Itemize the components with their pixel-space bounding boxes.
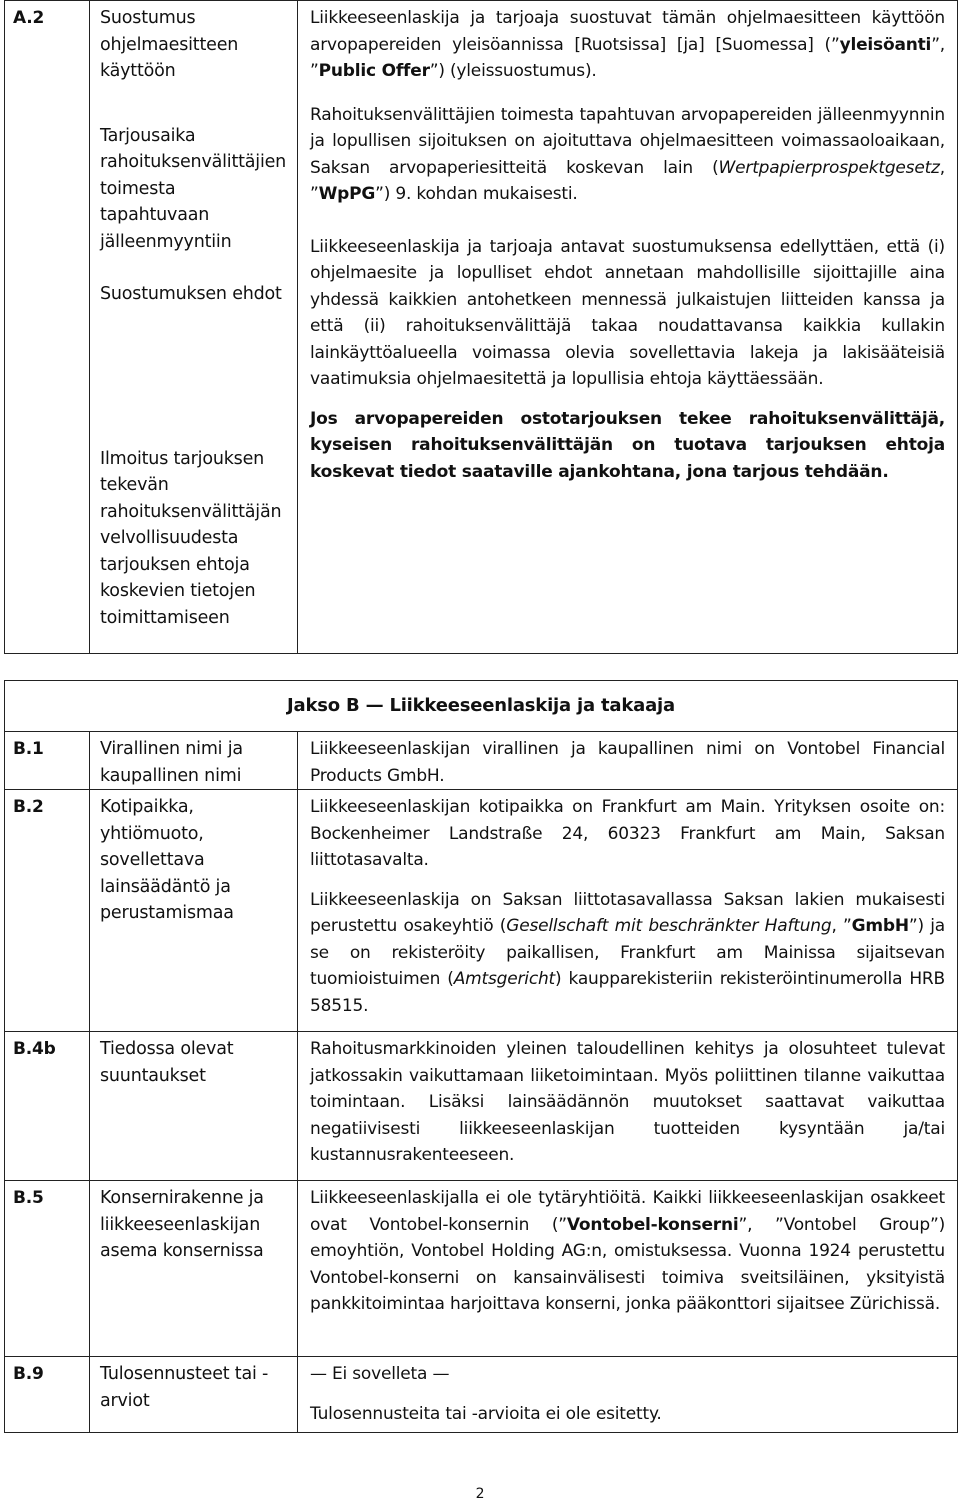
row-b5 xyxy=(5,1181,958,1357)
section-a-content xyxy=(298,1,958,654)
b9-not-applicable: — Ei sovelleta — xyxy=(310,1364,450,1384)
paragraph-intermediary-notice: Jos arvopapereiden ostotarjouksen tekee rahoituksenvälittäjä, kyseisen rahoituksenvälittäjän on tuotava tarjouksen ehtoja koskevat tiedot saataville ajankohtana, jona tarjous tehdään. xyxy=(310,408,945,482)
row-b9 xyxy=(5,1357,958,1433)
b5-text: Liikkeeseenlaskijalla ei ole tytäryhtiöitä. Kaikki liikkeeseenlaskijan osakkeet ovat Vontobel-konsernin (”Vontobel-konserni”, ”Vontobel Group”) emoyhtiön, Vontobel Holding AG:n, omistuksessa. Vuonna 1924 perustettu Vontobel-konserni on kansainvälisesti toimiva sveitsiläinen, yksityistä pankkitoimintaa harjoittava konserni, jonka pääkonttori sijaitsee Zürichissä. xyxy=(298,1181,958,1357)
b1-label: Virallinen nimi ja kaupallinen nimi xyxy=(90,732,298,790)
row-b4b xyxy=(5,1032,958,1181)
page-number: 2 xyxy=(475,1486,485,1502)
b4b-text: Rahoitusmarkkinoiden yleinen taloudellinen kehitys ja olosuhteet tulevat jatkossakin vaikuttamaan liiketoimintaan. Myös poliittinen tilanne vaikuttaa toimintaan. Lisäksi lainsäädännön muutokset saattavat vaikuttaa negatiivisesti liikkeeseenlaskijan tuotteiden kysyntään ja/tai kustannusrakenteeseen. xyxy=(298,1032,958,1181)
b2-address: Liikkeeseenlaskijan kotipaikka on Frankfurt am Main. Yrityksen osoite on: Bockenheimer Landstraße 24, 60323 Frankfurt am Main, Saksan liittotasavalta. xyxy=(310,797,945,870)
label-offer-period: Tarjousaika rahoituksenvälittäjien toimesta tapahtuvaan jälleenmyyntiin xyxy=(100,125,287,252)
b1-number: B.1 xyxy=(5,732,90,790)
b9-text: Tulosennusteita tai -arvioita ei ole esitetty. xyxy=(310,1403,662,1424)
label-consent: Suostumus ohjelmaesitteen käyttöön xyxy=(100,8,239,81)
b2-label: Kotipaikka, yhtiömuoto, sovellettava lainsäädäntö ja perustamismaa xyxy=(90,790,298,1032)
paragraph-consent-conditions: Liikkeeseenlaskija ja tarjoaja antavat suostumuksensa edellyttäen, että (i) ohjelmaesite ja lopulliset ehdot annetaan mahdollisille sijoittajille aina yhdessä kaikkien antohetkeen mennessä julkaistujen liitteiden kanssa ja että (ii) rahoituksenvälittäjä takaa noudattavansa kaikkia kullakin lainkäyttöalueella voimassa olevia sovellettavia lakeja ja lakisääteisiä vaatimuksia ohjelmaesitettä ja lopullisia ehtoja käyttäessään. xyxy=(310,236,945,389)
b4b-number: B.4b xyxy=(5,1032,90,1181)
b9-content xyxy=(298,1357,958,1433)
b5-number: B.5 xyxy=(5,1181,90,1357)
b1-text: Liikkeeseenlaskijan virallinen ja kaupallinen nimi on Vontobel Financial Products GmbH. xyxy=(298,732,958,790)
section-b-table xyxy=(4,680,958,1433)
b9-number: B.9 xyxy=(5,1357,90,1433)
paragraph-offer-period: Rahoituksenvälittäjien toimesta tapahtuvan arvopapereiden jälleenmyynnin ja lopullisen sijoituksen on ajoituttava ohjelmaesitteen voimassaoloaikaan, Saksan arvopaperiesitteitä koskevan lain (Wertpapierprospektgesetz, ”WpPG”) 9. kohdan mukaisesti. xyxy=(310,104,945,204)
b2-content xyxy=(298,790,958,1032)
b2-number: B.2 xyxy=(5,790,90,1032)
row-b1 xyxy=(5,732,958,790)
row-labels xyxy=(90,1,298,654)
row-a2 xyxy=(5,1,958,654)
b5-label: Konsernirakenne ja liikkeeseenlaskijan asema konsernissa xyxy=(90,1181,298,1357)
row-b2 xyxy=(5,790,958,1032)
b2-legal-form: Liikkeeseenlaskija on Saksan liittotasavallassa Saksan lakien mukaisesti perustettu osakeyhtiö (Gesellschaft mit beschränkter Haftung, ”GmbH”) ja se on rekisteröity paikallisen, Frankfurt am Mainissa sijaitsevan tuomioistuimen (Amtsgericht) kaupparekisteriin rekisteröintinumerolla HRB 58515. xyxy=(310,889,946,1016)
label-consent-conditions: Suostumuksen ehdot xyxy=(100,284,282,304)
b9-label: Tulosennusteet tai -arviot xyxy=(90,1357,298,1433)
section-number: A.2 xyxy=(5,1,90,654)
label-intermediary-notice: Ilmoitus tarjouksen tekevän rahoituksenvälittäjän velvollisuudesta tarjouksen ehtoja koskevien tietojen toimittamiseen xyxy=(100,448,282,628)
paragraph-consent: Liikkeeseenlaskija ja tarjoaja suostuvat tämän ohjelmaesitteen käyttöön arvopapereiden yleisöannissa [Ruotsissa] [ja] [Suomessa] (”yleisöanti”, ”Public Offer”) (yleissuostumus). xyxy=(310,8,945,81)
section-a-table xyxy=(4,0,958,654)
section-b-header: Jakso B — Liikkeeseenlaskija ja takaaja xyxy=(5,681,958,732)
section-b-header-row xyxy=(5,681,958,732)
b4b-label: Tiedossa olevat suuntaukset xyxy=(90,1032,298,1181)
